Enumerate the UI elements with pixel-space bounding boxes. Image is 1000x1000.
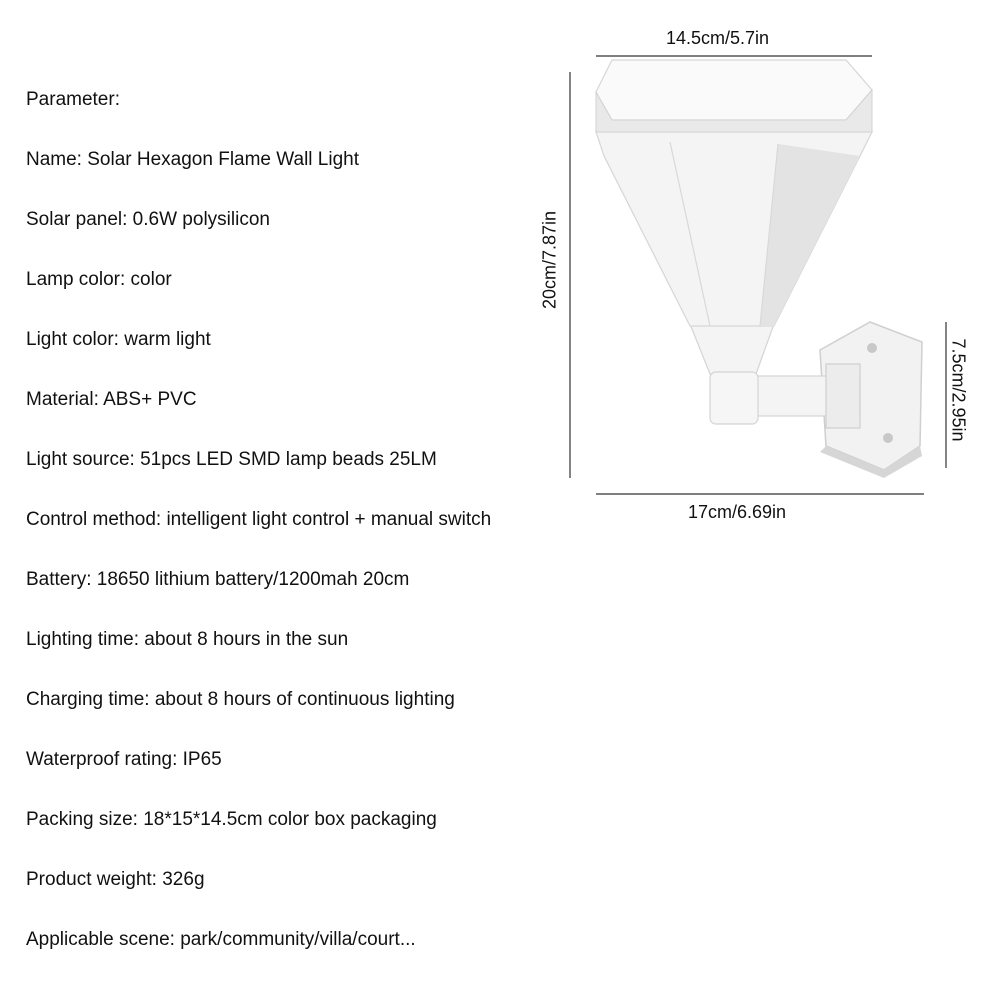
- product-figure: [520, 20, 990, 540]
- dimension-height: 20cm/7.87in: [539, 210, 560, 310]
- spec-weight: Product weight: 326g: [26, 869, 205, 890]
- spec-name: Name: Solar Hexagon Flame Wall Light: [26, 149, 359, 170]
- dimension-depth: 17cm/6.69in: [688, 502, 787, 522]
- spec-battery: Battery: 18650 lithium battery/1200mah 20cm: [26, 569, 410, 590]
- spec-list: [26, 88, 491, 988]
- spec-lighting-time: Lighting time: about 8 hours in the sun: [26, 629, 349, 650]
- dimension-top-width: 14.5cm/5.7in: [666, 28, 770, 48]
- spec-solar-panel: Solar panel: 0.6W polysilicon: [26, 209, 270, 230]
- lamp-illustration: [520, 20, 990, 540]
- solar-cap-top: [596, 60, 872, 120]
- lamp-neck-cone: [690, 324, 774, 374]
- spec-waterproof: Waterproof rating: IP65: [26, 749, 222, 770]
- lamp-neck-pipe: [710, 372, 758, 424]
- spec-light-color: Light color: warm light: [26, 329, 211, 350]
- spec-lamp-color: Lamp color: color: [26, 269, 172, 290]
- dimension-bracket: 7.5cm/2.95in: [948, 338, 969, 442]
- spec-heading: Parameter:: [26, 89, 120, 110]
- spec-material: Material: ABS+ PVC: [26, 389, 197, 410]
- spec-packing-size: Packing size: 18*15*14.5cm color box packaging: [26, 809, 437, 830]
- spec-light-source: Light source: 51pcs LED SMD lamp beads 25LM: [26, 449, 437, 470]
- spec-applicable-scene: Applicable scene: park/community/villa/court...: [26, 929, 416, 950]
- mount-screw-bottom: [883, 433, 893, 443]
- mount-screw-top: [867, 343, 877, 353]
- spec-charging-time: Charging time: about 8 hours of continuous lighting: [26, 689, 455, 710]
- bracket-arm-clamp: [826, 364, 860, 428]
- spec-control-method: Control method: intelligent light control + manual switch: [26, 509, 492, 530]
